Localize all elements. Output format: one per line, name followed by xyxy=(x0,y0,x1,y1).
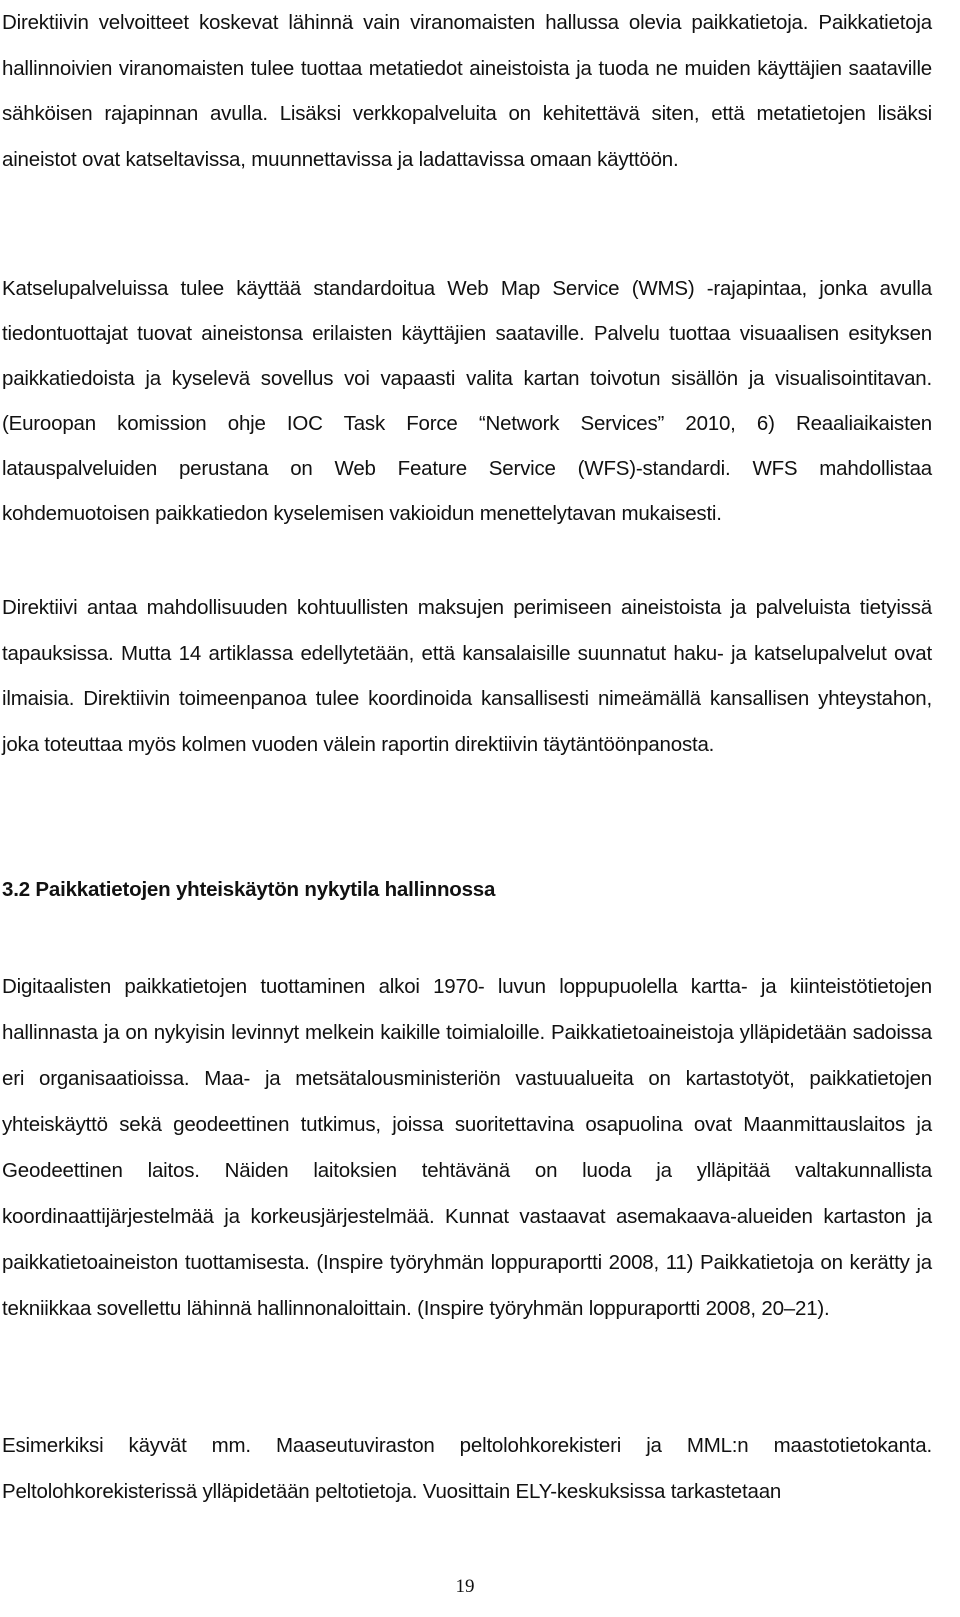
paragraph-wms-wfs-services: Katselupalveluissa tulee käyttää standardoitua Web Map Service (WMS) -rajapintaa, jonka avulla tiedontuottajat tuovat aineistonsa erilaisten käyttäjien saataville. Palvelu tuottaa visuaalisen esityksen paikkatiedoista ja kyselevä sovellus voi vapaasti valita kartan toivotun sisällön ja visualisointitavan. (Euroopan komission ohje IOC Task Force “Network Services” 2010, 6) Reaaliaikaisten latauspalveluiden perustana on Web Feature Service (WFS)-standardi. WFS mahdollistaa kohdemuotoisen paikkatiedon kyselemisen vakioidun menettelytavan mukaisesti. xyxy=(2,277,932,525)
paragraph-digital-geodata-history: Digitaalisten paikkatietojen tuottaminen alkoi 1970- luvun loppupuolella kartta- ja kiinteistötietojen hallinnasta ja on nykyisin levinnyt melkein kaikille toimialoille. Paikkatietoaineistoja ylläpidetään sadoissa eri organisaatioissa. Maa- ja metsätalousministeriön vastuualueita on kartastotyöt, paikkatietojen yhteiskäyttö sekä geodeettinen tutkimus, joissa suoritettavina osapuolina ovat Maanmittauslaitos ja Geodeettinen laitos. Näiden laitoksien tehtävänä on luoda ja ylläpitää valtakunnallista koordinaattijärjestelmää ja korkeusjärjestelmää. Kunnat vastaavat asemakaava-alueiden kartaston ja paikkatietoaineiston tuottamisesta. (Inspire työryhmän loppuraportti 2008, 11) Paikkatietoja on kerätty ja tekniikkaa sovellettu lähinnä hallinnonaloittain. (Inspire työryhmän loppuraportti 2008, 20–21). xyxy=(2,975,932,1320)
paragraph-examples: Esimerkiksi käyvät mm. Maaseutuviraston peltolohkorekisteri ja MML:n maastotietokanta. Peltolohkorekisterissä ylläpidetään peltotietoja. Vuosittain ELY-keskuksissa tarkastetaan xyxy=(2,1434,932,1503)
section-heading: 3.2 Paikkatietojen yhteiskäytön nykytila hallinnossa xyxy=(2,878,496,901)
page-number: 19 xyxy=(455,1576,475,1597)
paragraph-directive-obligations: Direktiivin velvoitteet koskevat lähinnä vain viranomaisten hallussa olevia paikkatietoja. Paikkatietoja hallinnoivien viranomaisten tulee tuottaa metatiedot aineistoista ja tuoda ne muiden käyttäjien saataville sähköisen rajapinnan avulla. Lisäksi verkkopalveluita on kehitettävä siten, että metatietojen lisäksi aineistot ovat katseltavissa, muunnettavissa ja ladattavissa omaan käyttöön. xyxy=(2,11,932,171)
paragraph-fees-and-coordination: Direktiivi antaa mahdollisuuden kohtuullisten maksujen perimiseen aineistoista ja palveluista tietyissä tapauksissa. Mutta 14 artiklassa edellytetään, että kansalaisille suunnatut haku- ja katselupalvelut ovat ilmaisia. Direktiivin toimeenpanoa tulee koordinoida kansallisesti nimeämällä kansallisen yhteystahon, joka toteuttaa myös kolmen vuoden välein raportin direktiivin täytäntöönpanosta. xyxy=(2,596,932,756)
